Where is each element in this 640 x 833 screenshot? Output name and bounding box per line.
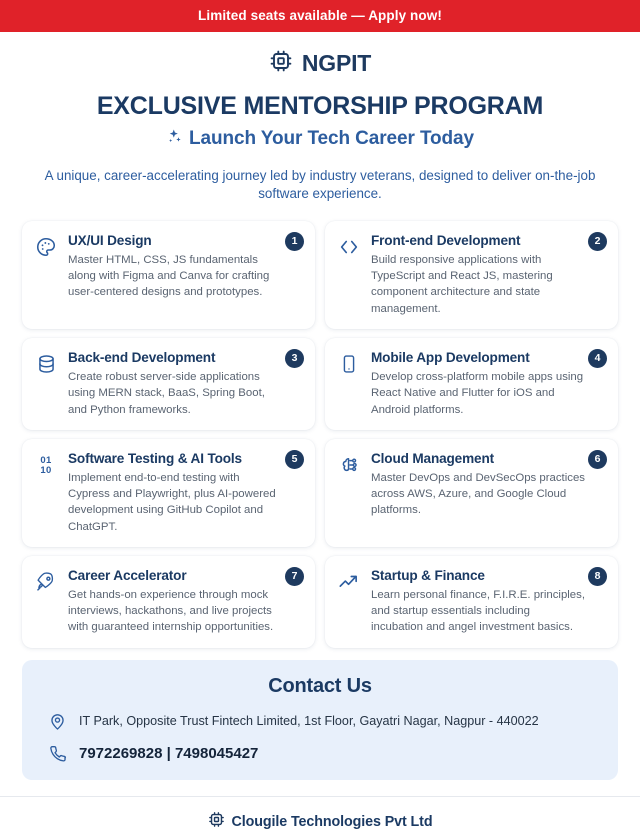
trending-up-icon [336,568,362,636]
card-title: Front-end Development [371,232,521,248]
database-icon [33,350,59,418]
chip-icon [208,811,225,833]
palette-icon [33,233,59,317]
card-description: Build responsive applications with TypeScript and React JS, mastering component architecture and state management. [371,254,553,315]
footer [0,797,640,833]
brand-name: NGPIT [301,50,372,76]
card-title: Back-end Development [68,349,216,365]
card-number-badge: 8 [588,567,607,586]
contact-phone: 7972269828 | 7498045427 [79,744,259,762]
card-body [68,451,302,535]
card-title: UX/UI Design [68,232,152,248]
program-modules-grid [22,221,618,648]
module-card-startup-finance[interactable] [325,556,618,648]
cloud-network-icon [336,451,362,535]
page-title: EXCLUSIVE MENTORSHIP PROGRAM [96,92,544,120]
module-card-software-testing-ai-tools[interactable] [22,439,315,547]
module-card-ux-ui-design[interactable] [22,221,315,329]
binary-code-icon [33,451,59,535]
card-body [68,350,302,418]
binary-top: 01 [40,454,52,466]
card-description: Develop cross-platform mobile apps using React Native and Flutter for iOS and Android platforms. [371,371,584,416]
card-description: Get hands-on experience through mock interviews, hackathons, and live projects with guaranteed internship opportunities. [68,589,274,634]
code-brackets-icon [336,233,362,317]
card-number-badge: 2 [588,232,607,251]
card-title: Startup & Finance [371,567,485,583]
card-description: Create robust server-side applications using MERN stack, BaaS, Spring Boot, and Python frameworks. [68,371,265,416]
module-card-mobile-app-development[interactable] [325,338,618,430]
card-number-badge: 6 [588,450,607,469]
contact-address: IT Park, Opposite Trust Fintech Limited, 1st Floor, Gayatri Nagar, Nagpur - 440022 [79,714,539,729]
module-card-back-end-development[interactable] [22,338,315,430]
card-number-badge: 3 [285,349,304,368]
module-card-career-accelerator[interactable] [22,556,315,648]
card-description: Master DevOps and DevSecOps practices across AWS, Azure, and Google Cloud platforms. [371,472,585,517]
contact-title: Contact Us [268,674,372,697]
card-title: Cloud Management [371,450,494,466]
contact-address-row [42,712,598,731]
phone-icon [48,744,68,763]
card-body [371,350,605,418]
rocket-icon [33,568,59,636]
brand-logo [0,49,640,78]
card-title: Software Testing & AI Tools [68,450,242,466]
footer-company-name: Clougile Technologies Pvt Ltd [231,813,433,830]
top-banner[interactable] [0,0,640,32]
hero-subtitle-row [24,128,616,151]
card-description: Learn personal finance, F.I.R.E. principles, and startup essentials including incubation and angel investment basics. [371,589,586,634]
binary-bottom: 10 [40,464,52,476]
card-number-badge: 7 [285,567,304,586]
contact-phone-row[interactable] [42,744,598,763]
card-description: Master HTML, CSS, JS fundamentals along with Figma and Canva for crafting user-centered designs and prototypes. [68,254,270,299]
card-description: Implement end-to-end testing with Cypress and Playwright, plus AI-powered development using GitHub Copilot and ChatGPT. [68,472,276,533]
card-title: Career Accelerator [68,567,187,583]
location-pin-icon [48,712,68,731]
hero-subtitle: Launch Your Tech Career Today [189,128,474,150]
hero-description: A unique, career-accelerating journey led by industry veterans, designed to deliver on-the-job software experience. [44,167,596,202]
contact-section [22,660,618,780]
banner-text: Limited seats available — Apply now! [198,8,442,23]
sparkle-icon [166,128,183,151]
card-title: Mobile App Development [371,349,530,365]
card-body [371,451,605,535]
card-number-badge: 1 [285,232,304,251]
card-body [371,568,605,636]
module-card-cloud-management[interactable] [325,439,618,547]
card-number-badge: 5 [285,450,304,469]
smartphone-icon [336,350,362,418]
chip-icon [269,49,293,78]
module-card-front-end-development[interactable] [325,221,618,329]
card-body [371,233,605,317]
card-number-badge: 4 [588,349,607,368]
card-body [68,233,302,317]
hero-section [0,82,640,204]
card-body [68,568,302,636]
